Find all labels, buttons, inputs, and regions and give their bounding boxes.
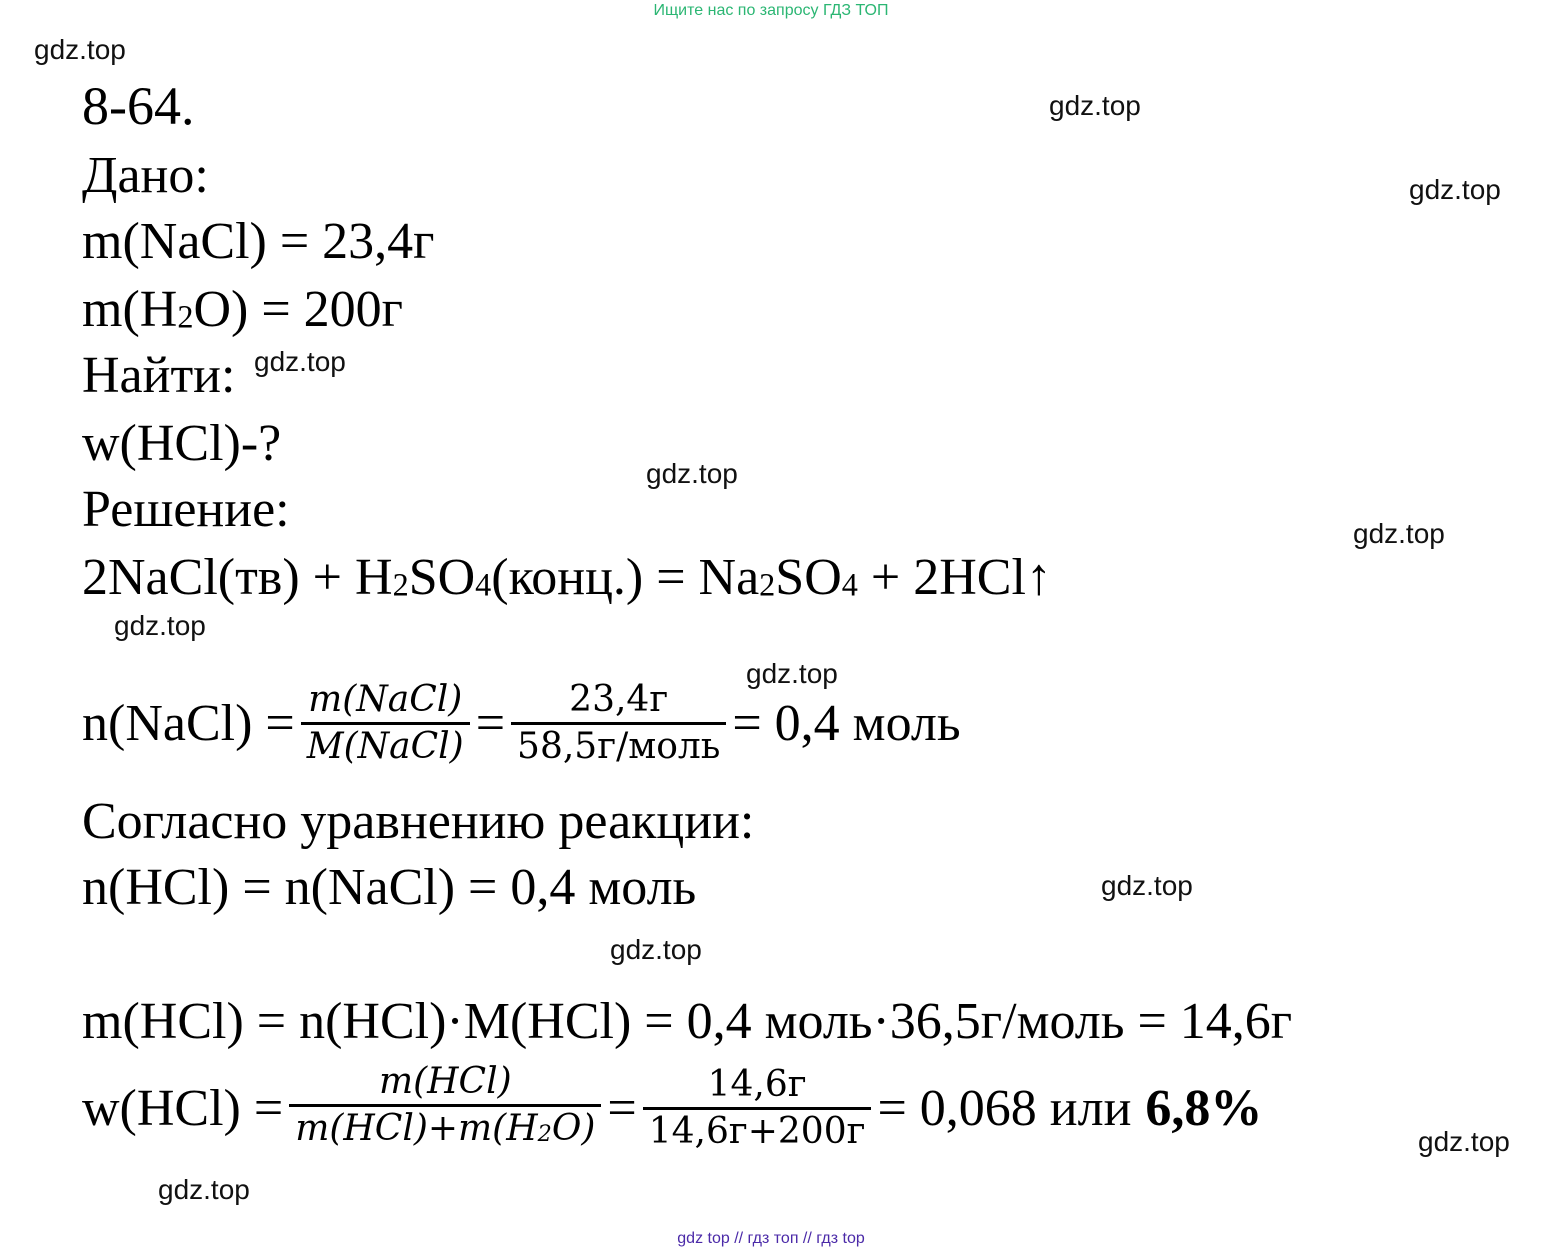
m-hcl-formula: m(HCl) = n(HCl)·M(HCl) = 0,4 моль·36,5г/моль = 14,6г <box>82 993 1293 1050</box>
w-hcl-fraction-1: $\frac{\text{m(HCl)}}{m(HCl)+m(H_2O)}$ <box>289 1060 601 1156</box>
given-mass-nacl: m(NaCl) = 23,4г <box>82 213 435 270</box>
given-label: Дано: <box>82 147 209 204</box>
watermark: gdz.top <box>1101 870 1193 901</box>
n-nacl-formula: n(NaCl) = $\frac{\text{m(NaCl)}}{\text{M(NaCl)}}$ = $\frac{23,4г}{\text{58,5г/моль}}$ = 0,4 моль <box>82 679 961 767</box>
watermark: gdz.top <box>1409 174 1501 205</box>
n-hcl-formula: n(HCl) = n(NaCl) = 0,4 моль <box>82 859 697 916</box>
problem-number: 8-64. <box>82 76 195 136</box>
search-banner: Ищите нас по запросу ГДЗ ТОП <box>653 2 889 19</box>
watermark: gdz.top <box>34 34 126 65</box>
w-hcl-result: = 0,068 или <box>877 1079 1132 1137</box>
watermark: gdz.top <box>1353 518 1445 549</box>
watermark: gdz.top <box>1049 90 1141 121</box>
reaction-equation: 2NaCl(тв) + $H_2SO_4(конц.) = Na_2SO_4$ + 2HCl↑ <box>82 549 1052 606</box>
n-nacl-lhs: n(NaCl) = <box>82 695 295 752</box>
watermark: gdz.top <box>1418 1126 1510 1157</box>
watermark: gdz.top <box>254 346 346 377</box>
w-hcl-fraction-2: $\frac{14,6г}{14,6г+200г}$ <box>643 1063 872 1154</box>
find-item: w(HCl)-? <box>82 415 282 472</box>
watermark: gdz.top <box>158 1174 250 1205</box>
watermark: gdz.top <box>114 610 206 641</box>
watermark: gdz.top <box>610 934 702 965</box>
solution-label: Решение: <box>82 481 290 538</box>
watermark: gdz.top <box>646 458 738 489</box>
w-hcl-formula: w(HCl) = $\frac{\text{m(HCl)}}{m(HCl)+m(H_2O)}$ = $\frac{14,6г}{14,6г+200г}$ = 0,068 или 6,8% <box>82 1060 1262 1156</box>
given-mass-water: $m(H_2O) = 200г$ <box>82 281 403 338</box>
footer-links: gdz top // гдз топ // гдз top <box>677 1230 865 1247</box>
final-answer: 6,8% <box>1145 1079 1263 1137</box>
find-label: Найти: <box>82 347 236 404</box>
n-nacl-fraction-1: $\frac{\text{m(NaCl)}}{\text{M(NaCl)}}$ <box>301 678 470 769</box>
w-hcl-lhs: w(HCl) = <box>82 1079 284 1137</box>
n-nacl-result: = 0,4 моль <box>732 695 961 752</box>
n-nacl-fraction-2: $\frac{23,4г}{\text{58,5г/моль}}$ <box>511 678 726 769</box>
watermark: gdz.top <box>746 658 838 689</box>
according-text: Согласно уравнению реакции: <box>82 793 755 850</box>
